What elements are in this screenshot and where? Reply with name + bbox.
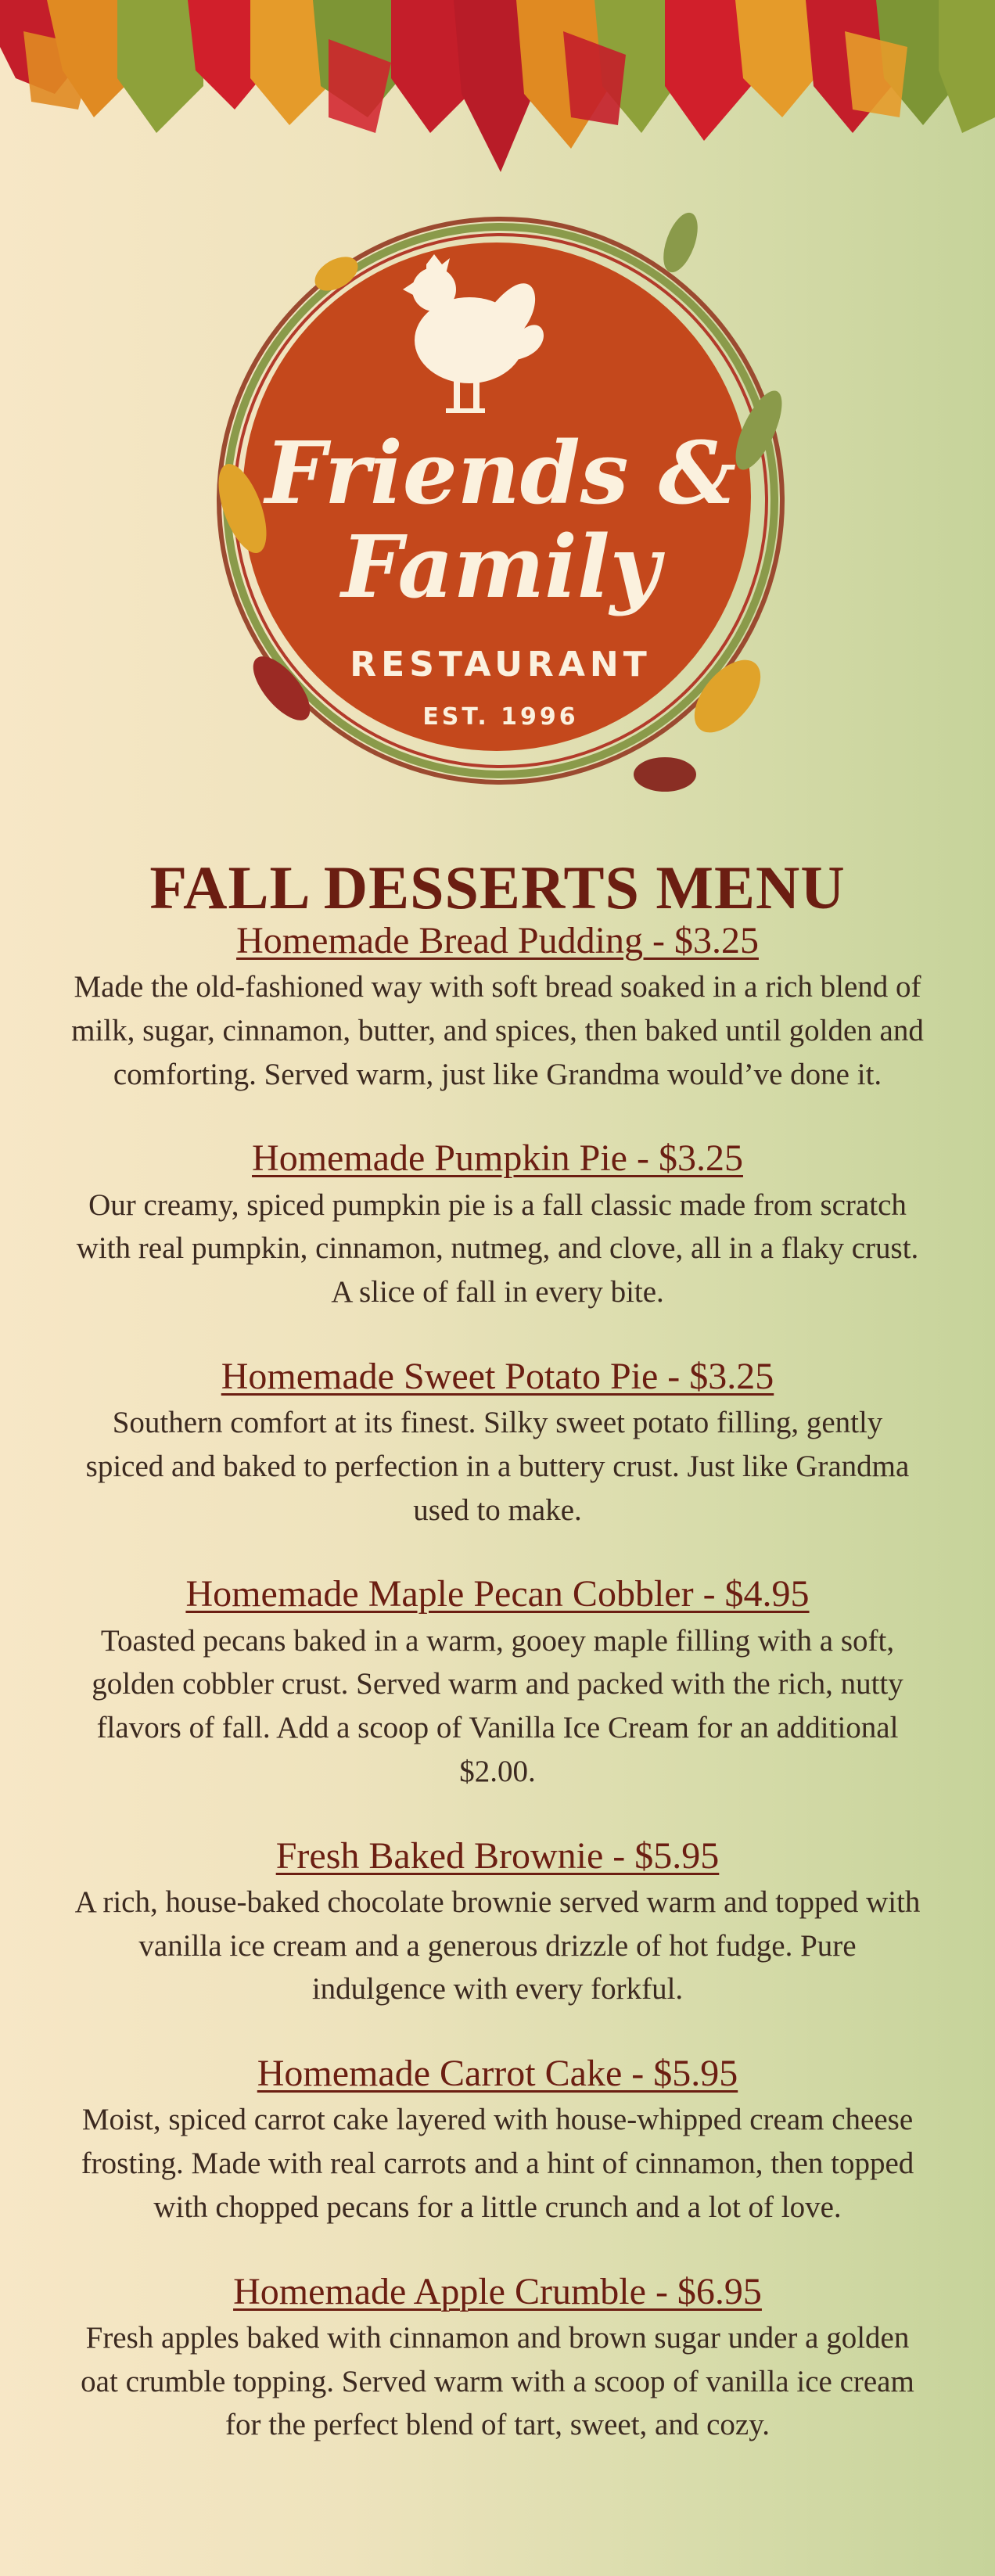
logo-restaurant-label: RESTAURANT [350, 645, 652, 684]
menu-item-description: Toasted pecans baked in a warm, gooey maple filling with a soft, golden cobbler crust. Served warm and packed with the rich, nutty flavors of fall. Add a scoop of Vanilla Ice Cream for an additional $2.00. [92, 1623, 903, 1788]
menu-item-title: Homemade Sweet Potato Pie - $3.25 [221, 1355, 774, 1397]
menu-item-description: Southern comfort at its finest. Silky sweet potato filling, gently spiced and baked to perfection in a buttery crust. Just like Grandma used to make. [85, 1406, 910, 1527]
restaurant-logo [180, 180, 821, 821]
menu-item-title: Homemade Carrot Cake - $5.95 [257, 2053, 738, 2095]
menu-item [70, 1834, 925, 2011]
menu-item-title: Homemade Pumpkin Pie - $3.25 [252, 1137, 743, 1180]
menu-item-title: Homemade Bread Pudding - $3.25 [236, 920, 759, 961]
menu-item-title: Fresh Baked Brownie - $5.95 [275, 1834, 720, 1877]
menu-item-title: Homemade Maple Pecan Cobbler - $4.95 [185, 1573, 810, 1615]
menu-item [70, 1137, 925, 1313]
menu-item [70, 1572, 925, 1793]
menu-item [70, 1355, 925, 1532]
page-title: FALL DESSERTS MENU [149, 853, 846, 922]
menu-item-description: Made the old-fashioned way with soft bread soaked in a rich blend of milk, sugar, cinnamon, butter, and spices, then baked until golden and comforting. Served warm, just like Grandma would’ve done it. [71, 970, 924, 1091]
menu-item-description: Moist, spiced carrot cake layered with house-whipped cream cheese frosting. Made with real carrots and a hint of cinnamon, then topped with chopped pecans for a little crunch and a lot of love. [81, 2103, 914, 2224]
logo-established-label: EST. 1996 [422, 703, 579, 731]
autumn-leaves-banner [0, 0, 995, 203]
menu-item-description: Fresh apples baked with cinnamon and brown sugar under a golden oat crumble topping. Served warm with a scoop of vanilla ice cream for the perfect blend of tart, sweet, and cozy. [81, 2320, 914, 2442]
logo-name-line-1: Friends & [264, 422, 737, 523]
menu-item-description: A rich, house-baked chocolate brownie served warm and topped with vanilla ice cream and a generous drizzle of hot fudge. Pure indulgence with every forkful. [74, 1884, 921, 2007]
logo-name-line-2: Family [341, 516, 660, 617]
menu-item [70, 2270, 925, 2447]
menu-item-description: Our creamy, spiced pumpkin pie is a fall classic made from scratch with real pumpkin, cinnamon, nutmeg, and clove, all in a flaky crust. A slice of fall in every bite. [76, 1187, 919, 1310]
menu-item [70, 919, 925, 1096]
dessert-menu-list [70, 919, 925, 2488]
menu-item [70, 2052, 925, 2229]
menu-item-title: Homemade Apple Crumble - $6.95 [233, 2270, 762, 2312]
